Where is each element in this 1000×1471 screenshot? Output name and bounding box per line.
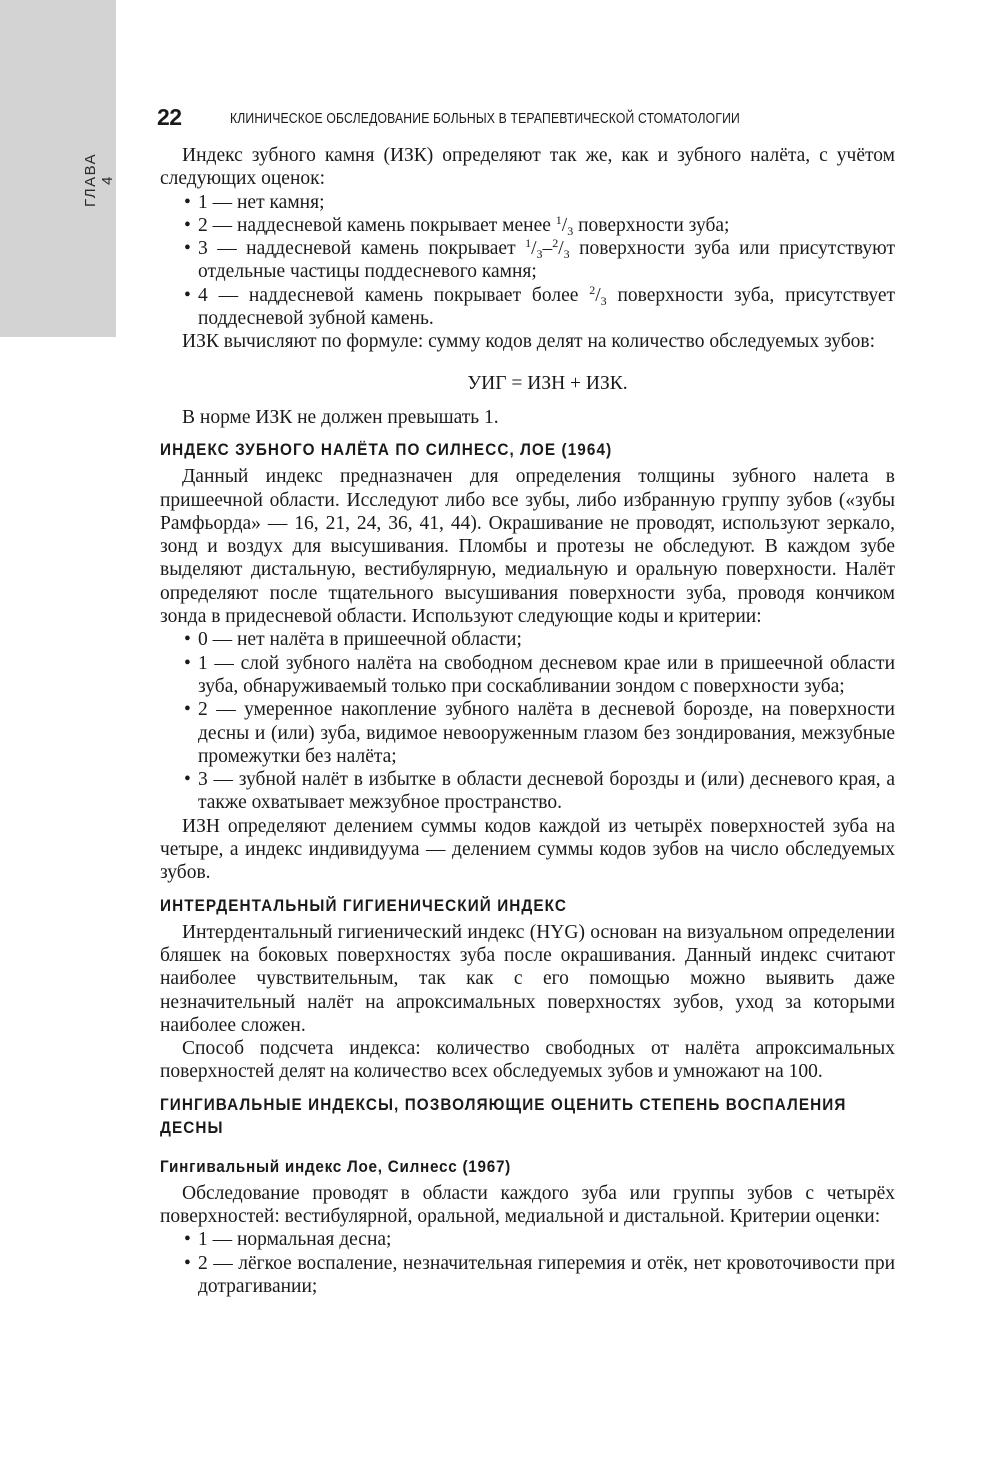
izk-criteria-list [160, 191, 895, 331]
running-head: КЛИНИЧЕСКОЕ ОБСЛЕДОВАНИЕ БОЛЬНЫХ В ТЕРАПЕВТИЧЕСКОЙ СТОМАТОЛОГИИ [230, 111, 740, 127]
list-item: • 2 — умеренное накопление зубного налёта в десневой борозде, на поверхности десны и (или) зуба, видимое невооруженным глазом без зондирования, межзубные промежутки без налёта; [160, 698, 895, 768]
list-item: • 1 — слой зубного налёта на свободном десневом крае или в пришеечной области зуба, обнаруживаемый только при соскабливании зондом с поверхности зуба; [160, 652, 895, 699]
izk-intro: Индекс зубного камня (ИЗК) определяют так же, как и зубного налёта, с учётом следующих оценок: [160, 145, 895, 190]
section-heading-interdental: ИНТЕРДЕНТАЛЬНЫЙ ГИГИЕНИЧЕСКИЙ ИНДЕКС [160, 895, 568, 915]
izk-calculation: ИЗК вычисляют по формуле: сумму кодов делят на количество обследуемых зубов: [182, 331, 876, 353]
page-content [160, 144, 895, 1298]
page-number: 22 [157, 104, 182, 130]
silness-criteria-list [160, 628, 895, 814]
list-item: • 4 — наддесневой камень покрывает более $^2/_3$ поверхности зуба, присутствует поддесневой зубной камень. [160, 284, 895, 331]
gingival-paragraph: Обследование проводят в области каждого зуба или группы зубов с четырёх поверхностей: вестибулярной, оральной, медиальной и дистальной. Критерии оценки: [160, 1182, 895, 1227]
list-item: • 3 — наддесневой камень покрывает $^1/_3-^2/_3$ поверхности зуба или присутствуют отдельные частицы поддесневого камня; [160, 237, 895, 284]
silness-paragraph: Данный индекс предназначен для определения толщины зубного налета в пришеечной области. Исследуют либо все зубы, либо избранную группу зубов («зубы Рамфьорда» — 16, 21, 24, 36, 41, 44). Окрашивание не проводят, используют зеркало, зонд и воздух для высушивания. Пломбы и протезы не обследуют. В каждом зубе выделяют дистальную, вестибулярную, медиальную и оральную поверхности. Налёт определяют после тщательного высушивания поверхности зуба, проводя кончиком зонда в придесневой области. Используют следующие коды и критерии: [160, 466, 895, 628]
list-item: • 3 — зубной налёт в избытке в области десневой борозды и (или) десневого края, а также охватывает межзубное пространство. [160, 768, 895, 815]
izk-norm: В норме ИЗК не должен превышать 1. [182, 406, 499, 428]
interdental-paragraph-1: Интердентальный гигиенический индекс (HYG) основан на визуальном определении бляшек на боковых поверхностях зуба после окрашивания. Данный индекс считают наиболее чувствительным, так как с его помощью можно выявить даже незначительный налёт на апроксимальных поверхностях зубов, уход за которыми наиболее сложен. [160, 921, 895, 1036]
section-heading-gingival: ГИНГИВАЛЬНЫЕ ИНДЕКСЫ, ПОЗВОЛЯЮЩИЕ ОЦЕНИТЬ СТЕПЕНЬ ВОСПАЛЕНИЯ ДЕСНЫ [160, 1094, 847, 1137]
list-item: • 2 — лёгкое воспаление, незначительная гиперемия и отёк, нет кровоточивости при дотрагивании; [160, 1252, 895, 1299]
interdental-paragraph-2: Способ подсчета индекса: количество свободных от налёта апроксимальных поверхностей делят на количество всех обследуемых зубов и умножают на 100. [160, 1038, 895, 1083]
silness-closing: ИЗН определяют делением суммы кодов каждой из четырёх поверхностей зуба на четыре, а индекс индивидуума — делением суммы кодов зубов на число обследуемых зубов. [160, 815, 895, 884]
subsection-heading-loe-silness: Гингивальный индекс Лое, Силнесс (1967) [160, 1156, 511, 1176]
fraction-one-third: $^1/_3$ [555, 212, 574, 238]
formula: УИГ = ИЗН + ИЗК. [467, 372, 628, 394]
list-item: • 2 — наддесневой камень покрывает менее $^1/_3$ поверхности зуба; [160, 214, 895, 237]
chapter-label: ГЛАВА 4 [82, 152, 116, 208]
fraction-range: $^1/_3-^2/_3$ [525, 236, 570, 262]
list-item: • 0 — нет налёта в пришеечной области; [160, 628, 895, 651]
fraction-two-thirds: $^2/_3$ [589, 282, 607, 308]
gingival-criteria-list [160, 1228, 895, 1298]
list-item: • 1 — нет камня; [160, 191, 895, 214]
section-heading-silness: ИНДЕКС ЗУБНОГО НАЛЁТА ПО СИЛНЕСС, ЛОЕ (1964) [160, 440, 613, 460]
list-item: • 1 — нормальная десна; [160, 1228, 895, 1251]
